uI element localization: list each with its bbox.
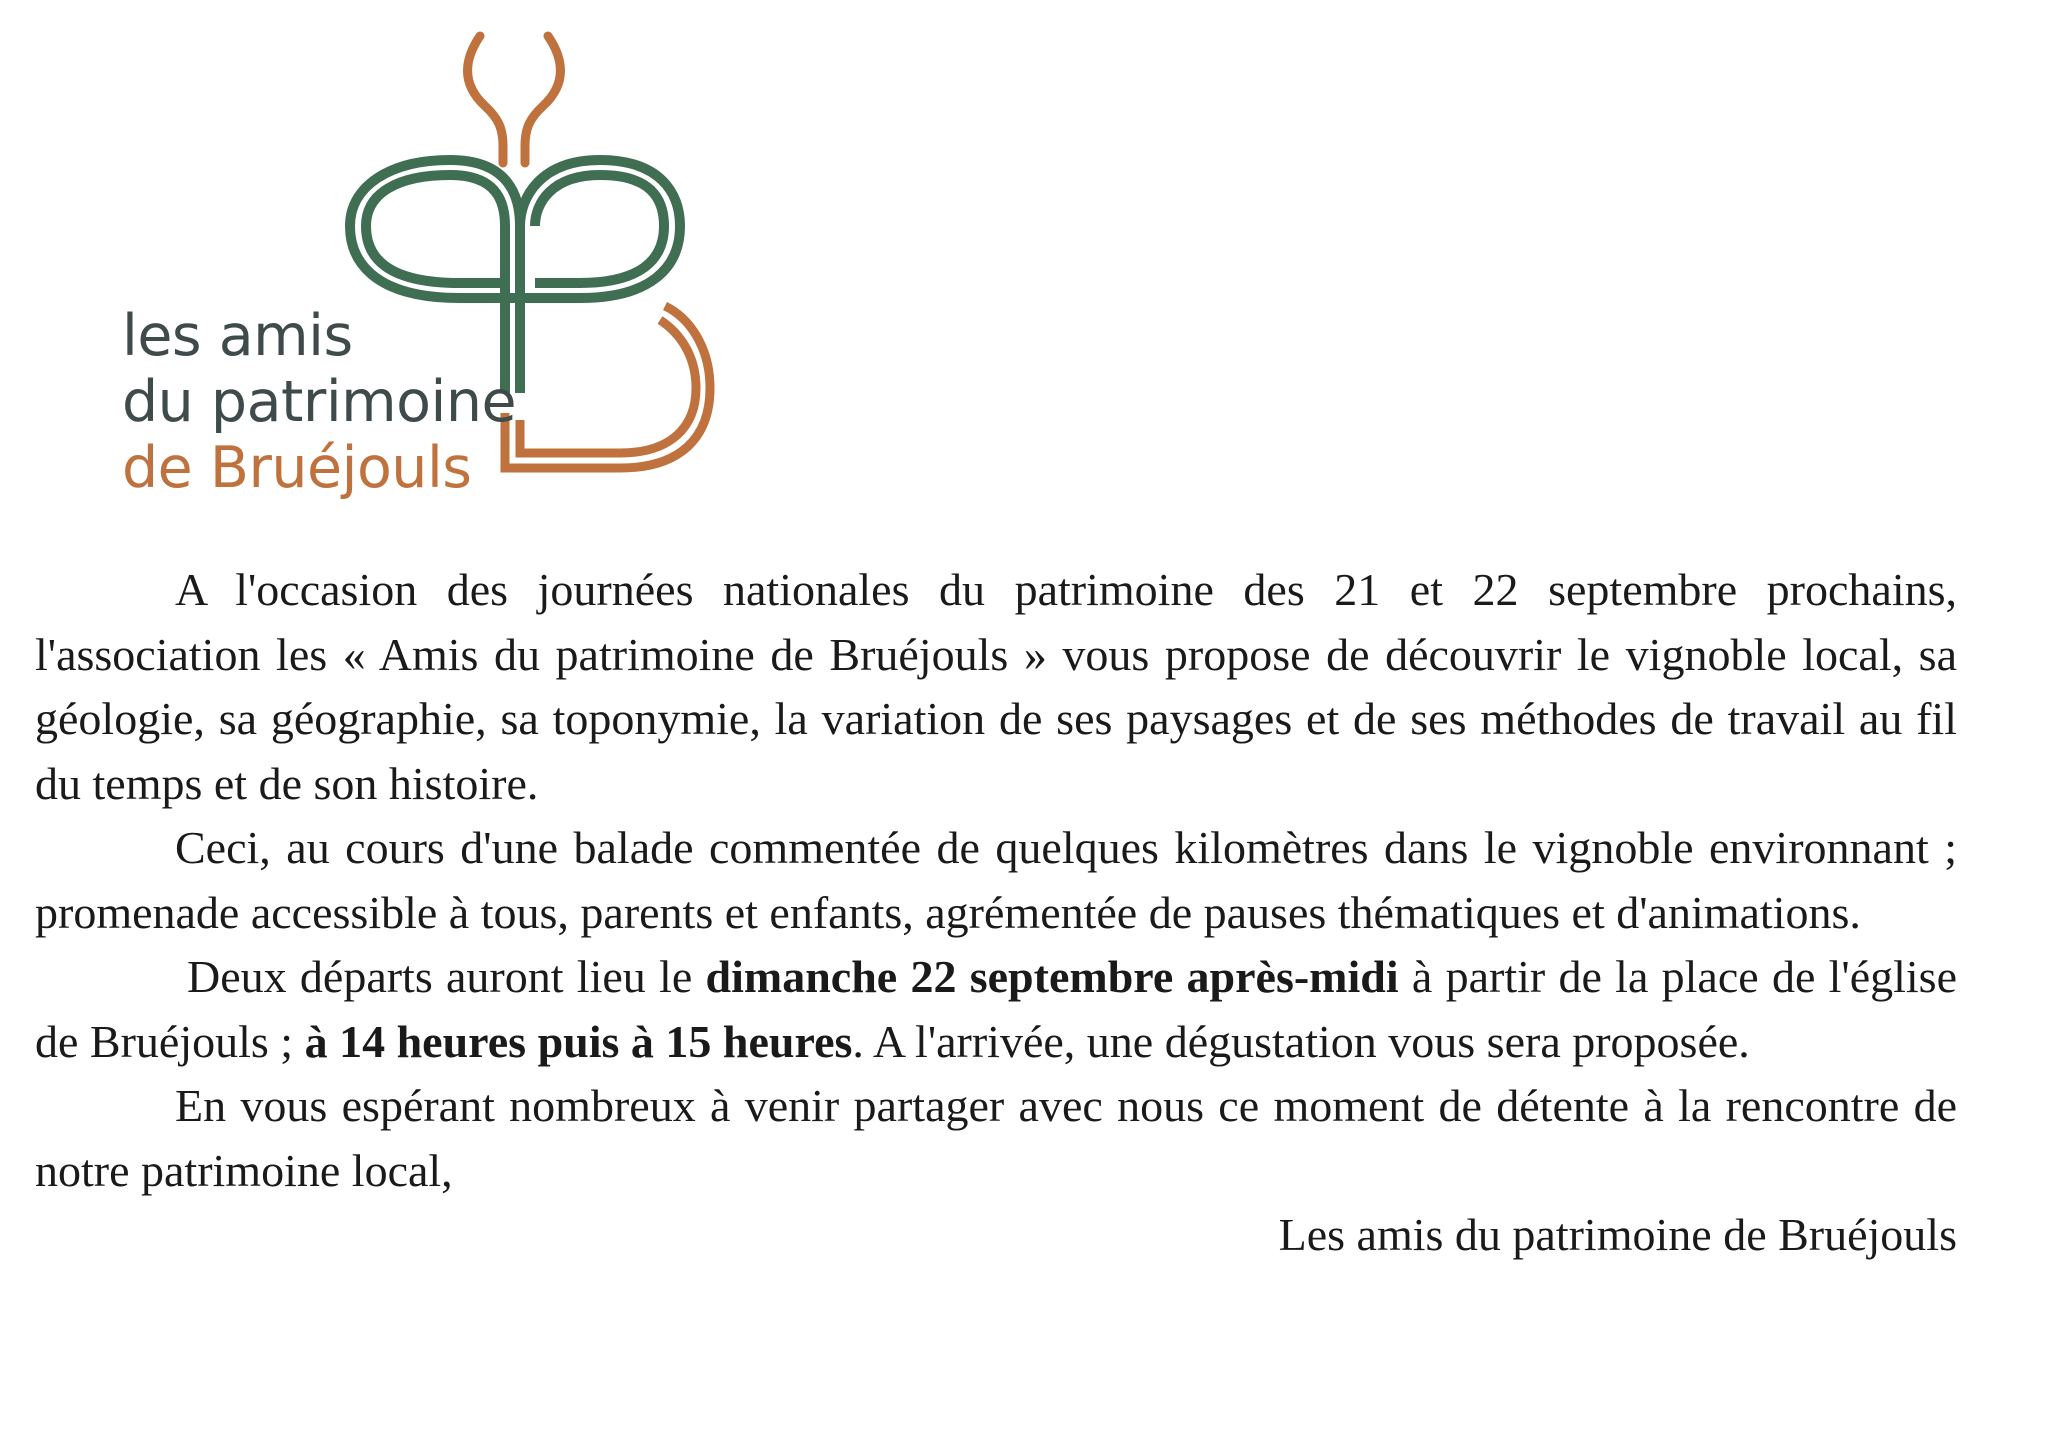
logo-line-3: de Bruéjouls xyxy=(122,435,472,501)
association-logo xyxy=(60,28,760,501)
letter-body xyxy=(35,558,1957,1268)
logo-wordmark xyxy=(122,303,516,501)
schedule-text-2: à partir de la place de l'église de Bruéjouls ; xyxy=(35,951,1957,1067)
paragraph-walk: Ceci, au cours d'une balade commentée de quelques kilomètres dans le vignoble environnant ; promenade accessible à tous, parents et enfants, agrémentée de pauses thématiques et d'animations. xyxy=(35,822,1957,938)
schedule-date: dimanche 22 septembre après-midi xyxy=(705,951,1399,1002)
schedule-text-3: . A l'arrivée, une dégustation vous sera proposée. xyxy=(852,1015,1750,1067)
schedule-times: à 14 heures puis à 15 heures xyxy=(304,1015,853,1067)
paragraph-schedule xyxy=(35,945,1957,1074)
logo-line-2: du patrimoine xyxy=(122,369,517,435)
schedule-text-1: Deux départs auront lieu le xyxy=(187,951,706,1002)
paragraph-intro: A l'occasion des journées nationales du patrimoine des 21 et 22 septembre prochains, l'association les « Amis du patrimoine de Bruéjouls » vous propose de découvrir le vignoble local, sa géologie, sa géographie, sa toponymie, la variation de ses paysages et de ses méthodes de travail au fil du temps et de son histoire. xyxy=(35,564,1957,809)
signature: Les amis du patrimoine de Bruéjouls xyxy=(1278,1209,1957,1260)
paragraph-closing: En vous espérant nombreux à venir partager avec nous ce moment de détente à la rencontre de notre patrimoine local, xyxy=(35,1080,1957,1196)
logo-line-1: les amis xyxy=(122,303,353,369)
